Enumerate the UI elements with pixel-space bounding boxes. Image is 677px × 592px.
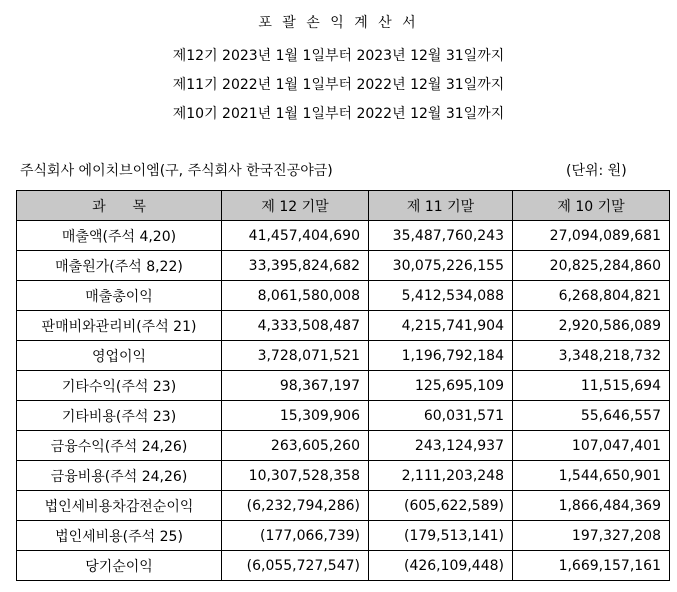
value-period-10: 11,515,694 <box>513 371 670 401</box>
table-row <box>17 341 670 371</box>
period-line-11: 제11기 2022년 1월 1일부터 2022년 12월 31일까지 <box>172 77 505 93</box>
value-period-10: 107,047,401 <box>513 431 670 461</box>
value-period-11: (179,513,141) <box>369 521 513 551</box>
table-row <box>17 461 670 491</box>
table-row <box>17 431 670 461</box>
row-label: 금융수익(주석 24,26) <box>17 431 222 461</box>
value-period-12: 4,333,508,487 <box>222 311 369 341</box>
value-period-11: (605,622,589) <box>369 491 513 521</box>
value-period-11: 5,412,534,088 <box>369 281 513 311</box>
period-line-10: 제10기 2021년 1월 1일부터 2022년 12월 31일까지 <box>172 106 505 122</box>
income-statement-table <box>16 190 670 581</box>
row-label: 기타비용(주석 23) <box>17 401 222 431</box>
row-label: 매출총이익 <box>17 281 222 311</box>
row-label: 법인세비용차감전순이익 <box>17 491 222 521</box>
table-row <box>17 491 670 521</box>
value-period-12: 8,061,580,008 <box>222 281 369 311</box>
unit-label: (단위: 원) <box>566 163 627 179</box>
value-period-10: 6,268,804,821 <box>513 281 670 311</box>
value-period-10: 1,669,157,161 <box>513 551 670 581</box>
value-period-10: 1,544,650,901 <box>513 461 670 491</box>
table-row <box>17 311 670 341</box>
table-row <box>17 551 670 581</box>
value-period-11: 125,695,109 <box>369 371 513 401</box>
table-row <box>17 401 670 431</box>
value-period-12: 263,605,260 <box>222 431 369 461</box>
row-label: 영업이익 <box>17 341 222 371</box>
value-period-11: 243,124,937 <box>369 431 513 461</box>
value-period-12: (177,066,739) <box>222 521 369 551</box>
value-period-11: (426,109,448) <box>369 551 513 581</box>
value-period-10: 2,920,586,089 <box>513 311 670 341</box>
value-period-11: 4,215,741,904 <box>369 311 513 341</box>
row-label: 법인세비용(주석 25) <box>17 521 222 551</box>
row-label: 기타수익(주석 23) <box>17 371 222 401</box>
table-row <box>17 251 670 281</box>
header-period-11: 제 11 기말 <box>369 191 513 221</box>
value-period-11: 60,031,571 <box>369 401 513 431</box>
value-period-12: (6,055,727,547) <box>222 551 369 581</box>
table-row <box>17 521 670 551</box>
value-period-12: 3,728,071,521 <box>222 341 369 371</box>
header-period-10: 제 10 기말 <box>513 191 670 221</box>
value-period-10: 197,327,208 <box>513 521 670 551</box>
value-period-12: 33,395,824,682 <box>222 251 369 281</box>
value-period-11: 2,111,203,248 <box>369 461 513 491</box>
value-period-12: 15,309,906 <box>222 401 369 431</box>
value-period-11: 30,075,226,155 <box>369 251 513 281</box>
value-period-12: 41,457,404,690 <box>222 221 369 251</box>
value-period-10: 3,348,218,732 <box>513 341 670 371</box>
value-period-11: 1,196,792,184 <box>369 341 513 371</box>
company-name: 주식회사 에이치브이엠(구, 주식회사 한국진공야금) <box>20 163 333 179</box>
row-label: 당기순이익 <box>17 551 222 581</box>
row-label: 매출액(주석 4,20) <box>17 221 222 251</box>
value-period-12: 10,307,528,358 <box>222 461 369 491</box>
header-account: 과 목 <box>17 191 222 221</box>
table-row <box>17 221 670 251</box>
value-period-11: 35,487,760,243 <box>369 221 513 251</box>
value-period-10: 27,094,089,681 <box>513 221 670 251</box>
header-row <box>17 191 670 221</box>
value-period-10: 1,866,484,369 <box>513 491 670 521</box>
value-period-12: (6,232,794,286) <box>222 491 369 521</box>
row-label: 판매비와관리비(주석 21) <box>17 311 222 341</box>
table-row <box>17 371 670 401</box>
value-period-10: 20,825,284,860 <box>513 251 670 281</box>
value-period-12: 98,367,197 <box>222 371 369 401</box>
row-label: 금융비용(주석 24,26) <box>17 461 222 491</box>
value-period-10: 55,646,557 <box>513 401 670 431</box>
table-row <box>17 281 670 311</box>
row-label: 매출원가(주석 8,22) <box>17 251 222 281</box>
period-line-12: 제12기 2023년 1월 1일부터 2023년 12월 31일까지 <box>172 48 505 64</box>
statement-title: 포 괄 손 익 계 산 서 <box>258 15 419 31</box>
header-period-12: 제 12 기말 <box>222 191 369 221</box>
